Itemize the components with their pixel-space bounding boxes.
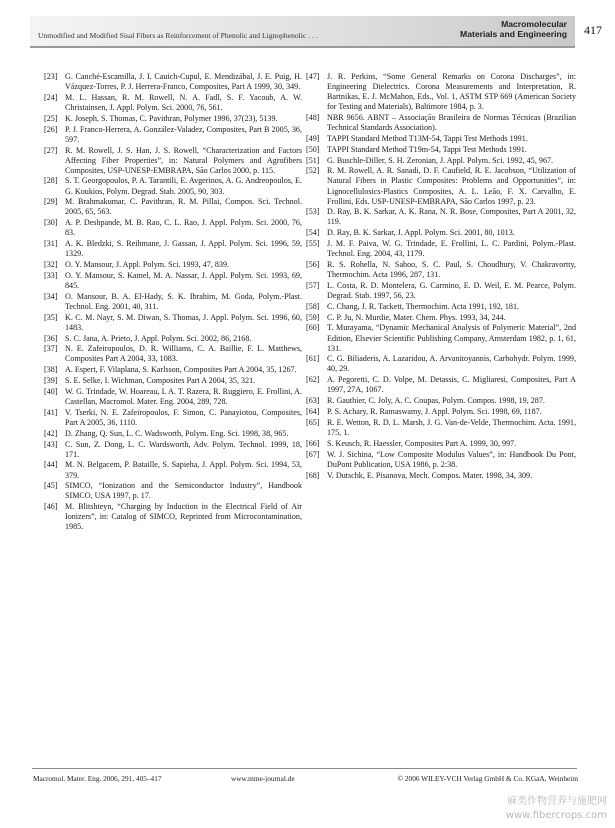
reference-number: [55]: [306, 239, 320, 249]
reference-number: [51]: [306, 155, 320, 165]
reference-text: D. Zhang, Q. Sun, L. C. Wadsworth, Polym. Eng. Sci. 1998, 38, 965.: [65, 428, 289, 438]
reference-text: R. Gauthier, C. Joly, A. C. Coupas, Polym. Compos. 1998, 19, 287.: [327, 396, 545, 406]
reference-item: [306, 396, 576, 406]
reference-number: [53]: [306, 207, 320, 217]
reference-number: [35]: [44, 312, 58, 322]
reference-text: G. Canché-Escamilla, J. I. Cauich-Cupul, E. Mendizábal, J. E. Puig, H. Vázquez-Torres, P. J. Herrera-Franco, Composites, Part A 1999, 30, 349.: [65, 72, 302, 92]
watermark-line2: www.fibercrops.com: [505, 810, 607, 821]
reference-text: S. C. Jana, A. Prieto, J. Appl. Polym. Sci. 2002, 86, 2168.: [65, 333, 252, 343]
reference-item: [306, 375, 576, 395]
reference-item: [306, 145, 576, 155]
reference-number: [44]: [44, 460, 58, 470]
reference-item: [44, 408, 302, 428]
reference-item: [44, 429, 302, 439]
reference-text: S. Keusch, R. Haessler, Composites Part A. 1999, 30, 997.: [327, 438, 517, 448]
reference-item: [306, 302, 576, 312]
reference-text: W. G. Trindade, W. Hoareau, I. A. T. Razera, R. Ruggiero, E. Frollini, A. Castellan, Macromol. Mater. Eng. 2004, 289, 728.: [65, 386, 302, 406]
reference-text: A. Espert, F. Vilaplana, S. Karlsson, Composites Part A 2004, 35, 1267.: [65, 365, 297, 375]
reference-text: R. S. Rohella, N. Sahoo, S. C. Paul, S. Choudhury, V. Chakravortty, Thermochim. Acta 1996, 287, 131.: [327, 260, 576, 280]
references-left-column: [44, 72, 302, 533]
reference-number: [54]: [306, 228, 320, 238]
reference-text: M. L. Hassan, R. M. Rowell, N. A. Fadl, S. F. Yacoub, A. W. Christainsen, J. Appl. Polym. Sci. 2000, 76, 561.: [65, 92, 302, 112]
references-right-column: [306, 72, 576, 481]
reference-text: S. T. Georgopoulos, P. A. Tarantili, E. Avgerinos, A. G. Andreopoulos, E. G. Koukios, Polym. Degrad. Stab. 2005, 90, 303.: [65, 176, 302, 196]
reference-text: NBR 9656. ABNT – Associação Brasileira de Normas Técnicas (Brazilian Technical Standards Association).: [327, 112, 576, 133]
reference-number: [29]: [44, 197, 58, 207]
reference-text: TAPPI Standard Method T13M-54, Tappi Test Methods 1991.: [327, 133, 528, 143]
reference-number: [41]: [44, 407, 58, 417]
footer-website[interactable]: www.mme-journal.de: [231, 774, 295, 783]
reference-text: G. Buschle-Diller, S. H. Zeronian, J. Appl. Polym. Sci. 1992, 45, 967.: [327, 155, 554, 165]
reference-item: [44, 334, 302, 344]
reference-item: [44, 218, 302, 238]
reference-number: [23]: [44, 72, 58, 81]
reference-item: [44, 502, 302, 532]
reference-number: [24]: [44, 92, 58, 102]
reference-text: V. Dutschk, E. Pisanova, Mech. Compos. Mater. 1998, 34, 309.: [327, 470, 533, 480]
footer-citation: Macromol. Mater. Eng. 2006, 291, 405–417: [33, 774, 162, 783]
reference-number: [64]: [306, 407, 320, 417]
reference-number: [32]: [44, 260, 58, 270]
reference-item: [306, 281, 576, 301]
reference-number: [45]: [44, 481, 58, 491]
reference-item: [44, 239, 302, 259]
reference-text: A. P. Deshpande, M. B. Rao, C. L. Rao, J. Appl. Polym. Sci. 2000, 76, 83.: [65, 218, 302, 238]
reference-number: [40]: [44, 386, 58, 396]
reference-item: [44, 197, 302, 217]
reference-number: [56]: [306, 260, 320, 270]
reference-item: [44, 460, 302, 480]
reference-text: W. J. Sichina, “Low Composite Modulus Values”, in: Handbook Du Pont, DuPont Publication, USA 1986, p. 2:38.: [327, 449, 576, 469]
reference-text: D. Ray, B. K. Sarkar, J. Appl. Polym. Sci. 2001, 80, 1013.: [327, 228, 515, 238]
reference-number: [31]: [44, 239, 58, 249]
reference-text: J. R. Perkins, “Some General Remarks on Corona Discharges”, in: Engineering Dielectrics. Corona Measurements and Interpretation, R. Bartnikas, E. J. McMahon, Eds., Vol. 1, ASTM STP 669 (American Society for Testing and Materials), Baltimore 1984, p. 3.: [327, 72, 576, 112]
footer-divider: [32, 768, 577, 769]
watermark-line1: 麻类作物营养与施肥网: [507, 796, 607, 807]
reference-number: [49]: [306, 133, 320, 143]
reference-item: [306, 450, 576, 470]
reference-text: M. Brahmakumar, C. Pavithran, R. M. Pillai, Compos. Sci. Technol. 2005, 65, 563.: [65, 197, 302, 217]
reference-number: [39]: [44, 376, 58, 386]
reference-number: [38]: [44, 365, 58, 375]
reference-text: V. Tserki, N. E. Zafeiropoulos, F. Simon, C. Panayiotou, Composites, Part A 2005, 36, 1110.: [65, 407, 302, 427]
reference-item: [306, 166, 576, 206]
reference-text: R. E. Wetton, R. D. L. Marsh, J. G. Van-de-Velde, Thermochim. Acta. 1991, 175, 1.: [327, 417, 576, 437]
reference-item: [306, 156, 576, 166]
reference-number: [59]: [306, 312, 320, 322]
reference-number: [62]: [306, 375, 320, 385]
footer-copyright: © 2006 WILEY-VCH Verlag GmbH & Co. KGaA, Weinheim: [397, 774, 578, 783]
reference-item: [306, 471, 576, 481]
page-header: [30, 16, 575, 48]
reference-item: [44, 271, 302, 291]
journal-name: [460, 19, 567, 39]
reference-number: [67]: [306, 449, 320, 459]
reference-item: [306, 418, 576, 438]
journal-name-line2: Materials and Engineering: [460, 29, 567, 39]
reference-number: [47]: [306, 72, 320, 81]
reference-item: [306, 354, 576, 374]
reference-text: C. Sun, Z. Dong, L. C. Wardsworth, Adv. Polym. Technol. 1999, 18, 171.: [65, 439, 302, 459]
reference-item: [44, 72, 302, 92]
reference-number: [27]: [44, 145, 58, 155]
reference-number: [61]: [306, 354, 320, 364]
reference-number: [68]: [306, 470, 320, 480]
reference-item: [306, 113, 576, 133]
reference-number: [28]: [44, 176, 58, 186]
reference-item: [306, 260, 576, 280]
reference-text: R. M. Rowell, A. R. Sanadi, D. F. Caufield, R. E. Jacobson, “Utilization of Natural Fibers in Plastic Composites: Problems and Opportunities”, in: Lignocellulosics-Plastics Composites, A. L. Leão, F. X. Carvalho, E. Frollini, Eds. USP-UNESP-EMBRAPA, São Carlos 1997, p. 23.: [327, 166, 576, 206]
reference-text: K. Joseph, S. Thomas, C. Pavithran, Polymer 1996, 37(23), 5139.: [65, 113, 278, 123]
reference-item: [306, 228, 576, 238]
reference-text: K. C. M. Nayr, S. M. Diwan, S. Thomas, J. Appl. Polym. Sci. 1996, 60, 1483.: [65, 312, 302, 332]
reference-item: [44, 440, 302, 460]
reference-text: N. E. Zafeiropoulos, D. R. Williams, C. A. Baillie, F. L. Matthews, Composites Part A 2004, 33, 1083.: [65, 344, 302, 364]
reference-item: [44, 313, 302, 333]
reference-number: [25]: [44, 113, 58, 123]
reference-item: [44, 114, 302, 124]
reference-text: O. Y. Mansour, S. Kamel, M. A. Nassar, J. Appl. Polym. Sci. 1993, 69, 845.: [65, 270, 302, 290]
reference-item: [44, 146, 302, 176]
reference-item: [44, 292, 302, 312]
journal-name-line1: Macromolecular: [501, 19, 567, 29]
reference-item: [306, 207, 576, 227]
reference-item: [306, 439, 576, 449]
reference-item: [44, 125, 302, 145]
reference-item: [306, 313, 576, 323]
reference-text: P. J. Franco-Herrera, A. González-Valadez, Composites, Part B 2005, 36, 597.: [65, 124, 302, 144]
reference-item: [44, 260, 302, 270]
reference-text: C. Chang, J. R. Tackett, Thermochim. Acta 1991, 192, 181.: [327, 301, 520, 311]
reference-text: M. N. Belgacem, P. Bataille, S. Sapieha, J. Appl. Polym. Sci. 1994, 53, 379.: [65, 460, 302, 480]
page-number: 417: [584, 23, 602, 37]
reference-item: [44, 376, 302, 386]
reference-text: T. Murayama, “Dynamic Mechanical Analysis of Polymeric Material”, 2nd Edition, Elsevier Scientific Publishing Company, Amsterdam 1982, p. 1, 61, 131.: [327, 323, 576, 353]
reference-text: A. K. Bledzki, S. Reihmane, J. Gassan, J. Appl. Polym. Sci. 1996, 59, 1329.: [65, 239, 302, 259]
reference-item: [306, 407, 576, 417]
reference-text: C. G. Biliaderis, A. Lazaridou, A. Arvanitoyannis, Carbohydr. Polym. 1999, 40, 29.: [327, 354, 576, 374]
watermark: [506, 795, 607, 823]
reference-text: R. M. Rowell, J. S. Han, J. S. Rowell, “Characterization and Factors Affecting Fiber Properties”, in: Natural Polymers and Agrofibers Composites, USP-UNESP-EMBRAPA, São Carlos 2000, p. 115.: [65, 145, 302, 175]
reference-number: [42]: [44, 428, 58, 438]
reference-number: [63]: [306, 396, 320, 406]
reference-number: [34]: [44, 291, 58, 301]
reference-item: [44, 344, 302, 364]
reference-number: [66]: [306, 438, 320, 448]
reference-number: [46]: [44, 502, 58, 512]
reference-text: P. S. Achary, R. Ramaswamy, J. Appl. Polym. Sci. 1998, 69, 1187.: [327, 407, 542, 417]
reference-text: C. P. Ju, N. Murdie, Mater. Chem. Phys. 1993, 34, 244.: [327, 312, 506, 322]
reference-text: O. Mansour, B. A. El-Hady, S. K. Ibrahim, M. Goda, Polym.-Plast. Technol. Eng. 2001, 40, 311.: [65, 291, 302, 311]
reference-item: [44, 365, 302, 375]
reference-item: [44, 387, 302, 407]
reference-number: [58]: [306, 301, 320, 311]
reference-item: [44, 93, 302, 113]
reference-text: O. Y. Mansour, J. Appl. Polym. Sci. 1993, 47, 839.: [65, 260, 230, 270]
running-title: Unmodified and Modified Sisal Fibers as Reinforcement of Phenolic and Lignophenolic . . .: [38, 31, 318, 40]
reference-text: D. Ray, B. K. Sarkar, A. K. Rana, N. R. Bose, Composites, Part A 2001, 32, 119.: [327, 207, 576, 227]
reference-number: [50]: [306, 144, 320, 154]
reference-number: [36]: [44, 333, 58, 343]
reference-number: [30]: [44, 218, 58, 228]
reference-number: [33]: [44, 270, 58, 280]
reference-number: [52]: [306, 166, 320, 176]
reference-number: [37]: [44, 344, 58, 354]
reference-item: [306, 323, 576, 353]
reference-number: [26]: [44, 124, 58, 134]
reference-text: TAPPI Standard Method T19m-54, Tappi Test Methods 1991.: [327, 144, 527, 154]
reference-item: [44, 176, 302, 196]
reference-text: M. Blitshteyn, “Charging by Induction in the Electrical Field of Air Ionizers”, in: Catalog of SIMCO, Reprinted from Microcontamination, 1985.: [65, 502, 302, 532]
reference-text: L. Costa, R. D. Montelera, G. Carmino, E. D. Weil, E. M. Pearce, Polym. Degrad. Stab. 1997, 56, 23.: [327, 280, 576, 300]
reference-number: [65]: [306, 417, 320, 427]
reference-item: [306, 239, 576, 259]
reference-number: [60]: [306, 323, 320, 333]
reference-number: [57]: [306, 280, 320, 290]
reference-text: SIMCO, “Ionization and the Semiconductor Industry”, Handbook SIMCO, USA 1997, p. 17.: [65, 481, 302, 501]
reference-text: A. Pegoretti, C. D. Volpe, M. Detassis, C. Migliaresi, Composites, Part A 1997, 27A, 1067.: [327, 375, 576, 395]
reference-text: J. M. F. Paiva, W. G. Trindade, E. Frollini, L. C. Pardini, Polym.-Plast. Technol. Eng. 2004, 43, 1179.: [327, 239, 576, 259]
reference-number: [48]: [306, 112, 320, 122]
reference-item: [44, 481, 302, 501]
reference-text: S. E. Selke, I. Wichman, Composites Part A 2004, 35, 321.: [65, 376, 256, 386]
reference-number: [43]: [44, 439, 58, 449]
reference-item: [306, 134, 576, 144]
reference-item: [306, 72, 576, 112]
